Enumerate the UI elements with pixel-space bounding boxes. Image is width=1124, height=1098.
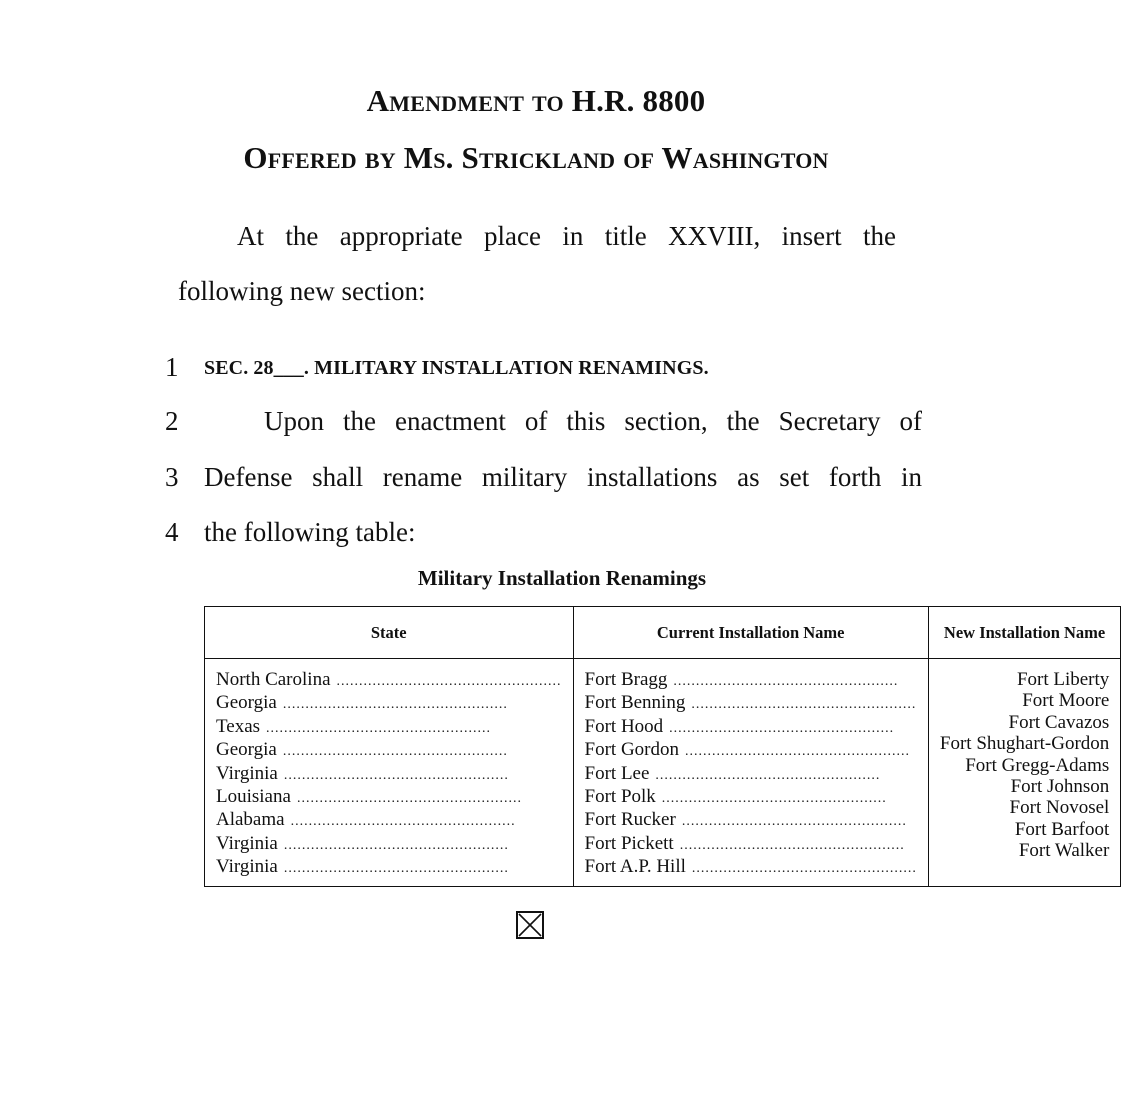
text-line-1: [165, 352, 925, 392]
dot-leader: ..................................................: [266, 720, 492, 736]
new-name-cell: Fort Gregg-Adams: [965, 754, 1110, 776]
dot-leader: ..................................................: [691, 697, 917, 713]
current-name-cell: [585, 716, 917, 739]
new-name-column: [928, 659, 1120, 887]
current-name-label: Fort Polk: [584, 786, 656, 808]
state-cell: [216, 786, 562, 809]
intro-line-2: following new section:: [178, 276, 426, 306]
new-name-cell: Fort Novosel: [1009, 797, 1110, 819]
state-label: Virginia: [216, 856, 278, 878]
dot-leader: ..................................................: [282, 744, 508, 760]
state-cell: [216, 809, 562, 832]
header-state: State: [205, 607, 574, 659]
state-cell: [216, 833, 562, 856]
new-name-cell: Fort Shughart-Gordon: [939, 733, 1110, 755]
current-name-cell: [585, 856, 917, 879]
line-number: 1: [165, 352, 179, 382]
dot-leader: ..................................................: [681, 814, 907, 830]
current-name-label: Fort Benning: [584, 692, 686, 714]
dot-leader: ..................................................: [685, 744, 910, 760]
current-name-label: Fort Bragg: [584, 669, 668, 690]
dot-leader: ..................................................: [673, 674, 899, 689]
new-name-cell: Fort Barfoot: [1014, 818, 1110, 840]
renamings-table: [204, 606, 1121, 887]
text-line-3: [165, 462, 925, 502]
body-text: Defense shall rename military installations as set forth in: [204, 462, 922, 492]
state-label: Texas: [216, 715, 261, 737]
table-header-row: [205, 607, 1121, 659]
dot-leader: ..................................................: [283, 861, 509, 877]
current-name-cell: [585, 739, 917, 762]
offered-by-line: Offered by Ms. Strickland of Washington: [243, 140, 829, 175]
state-cell: [216, 763, 562, 786]
state-label: Virginia: [216, 762, 278, 784]
current-name-cell: [585, 669, 917, 692]
line-number: 4: [165, 517, 179, 547]
current-name-cell: [585, 809, 917, 832]
current-name-label: Fort Rucker: [584, 809, 676, 831]
dot-leader: ..................................................: [283, 837, 509, 853]
section-heading: SEC. 28___. MILITARY INSTALLATION RENAMINGS.: [204, 357, 709, 379]
body-text: the following table:: [204, 517, 416, 547]
amendment-title: Amendment to H.R. 8800: [366, 83, 706, 118]
current-name-label: Fort A.P. Hill: [584, 856, 686, 878]
state-label: Georgia: [216, 739, 277, 761]
header-new-name: New Installation Name: [928, 607, 1120, 659]
current-name-label: Fort Gordon: [584, 739, 679, 761]
current-name-cell: [585, 786, 917, 809]
state-column: [205, 659, 574, 887]
dot-leader: ..................................................: [655, 767, 881, 783]
dot-leader: ..................................................: [679, 837, 905, 853]
state-cell: [216, 692, 562, 715]
current-name-cell: [585, 692, 917, 715]
new-name-cell: Fort Cavazos: [1008, 711, 1110, 733]
table-caption: Military Installation Renamings: [417, 566, 707, 590]
body-text: Upon the enactment of this section, the Secretary of: [264, 406, 922, 436]
text-line-2: [165, 406, 925, 446]
dot-leader: ..................................................: [691, 861, 917, 877]
current-name-cell: [585, 833, 917, 856]
intro-line-1: At the appropriate place in title XXVIII, insert the: [237, 221, 896, 251]
line-number: 3: [165, 462, 179, 492]
state-label: Virginia: [216, 832, 278, 854]
line-number: 2: [165, 406, 179, 436]
dot-leader: ..................................................: [661, 791, 887, 807]
text-line-4: [165, 517, 925, 557]
dot-leader: ..................................................: [336, 674, 562, 689]
boxed-x-icon: [516, 911, 544, 939]
state-label: Alabama: [216, 809, 285, 831]
state-cell: [216, 716, 562, 739]
dot-leader: ..................................................: [290, 814, 516, 830]
new-name-cell: Fort Liberty: [1016, 669, 1110, 690]
current-name-label: Fort Lee: [584, 762, 650, 784]
state-label: North Carolina: [216, 669, 331, 690]
state-cell: [216, 739, 562, 762]
table-body: [205, 659, 1121, 887]
new-name-cell: Fort Moore: [1022, 690, 1110, 712]
header-current-name: Current Installation Name: [573, 607, 928, 659]
new-name-cell: Fort Walker: [1018, 840, 1110, 862]
dot-leader: ..................................................: [296, 791, 522, 807]
state-cell: [216, 856, 562, 879]
current-name-column: [573, 659, 928, 887]
new-name-cell: Fort Johnson: [1010, 776, 1110, 798]
current-name-label: Fort Hood: [584, 715, 664, 737]
state-cell: [216, 669, 562, 692]
state-label: Georgia: [216, 692, 277, 714]
current-name-label: Fort Pickett: [584, 832, 674, 854]
dot-leader: ..................................................: [669, 720, 895, 736]
current-name-cell: [585, 763, 917, 786]
dot-leader: ..................................................: [282, 697, 508, 713]
dot-leader: ..................................................: [283, 767, 509, 783]
state-label: Louisiana: [216, 786, 291, 808]
